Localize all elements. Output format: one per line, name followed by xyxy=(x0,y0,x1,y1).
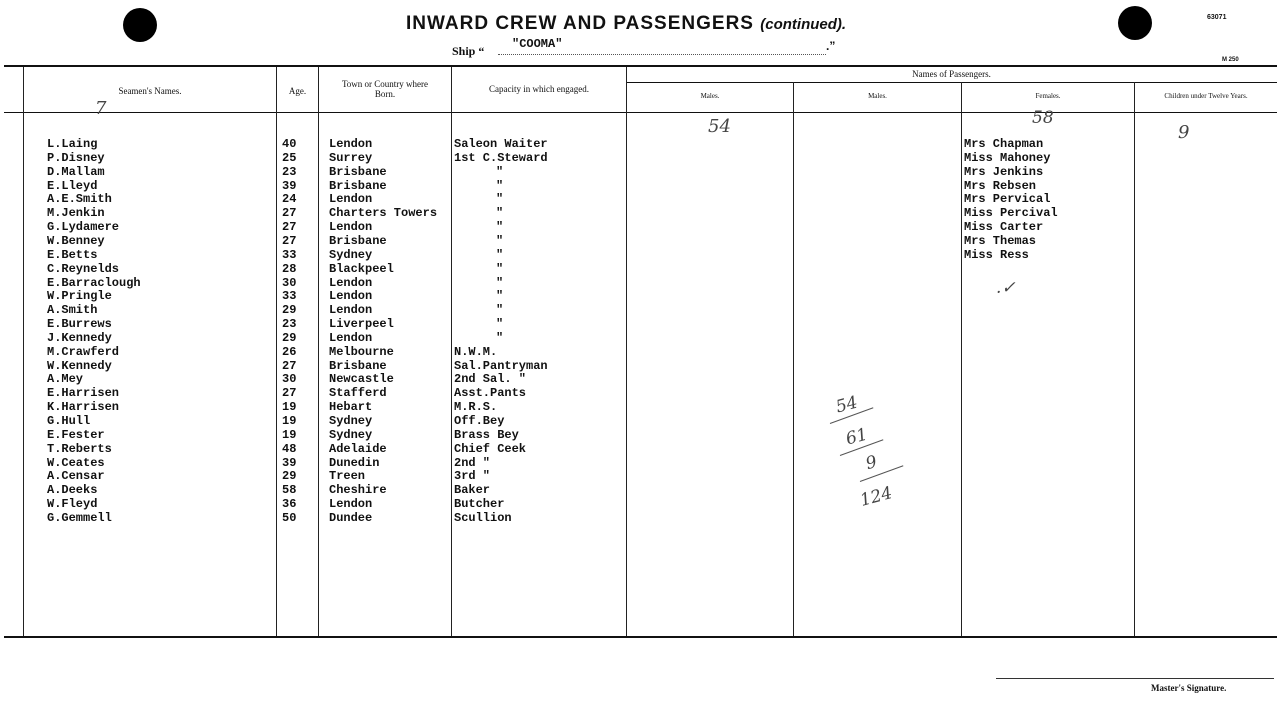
crew-town: Lendon xyxy=(329,330,373,345)
page-title xyxy=(406,13,846,35)
table-row xyxy=(0,511,1283,525)
ship-label: Ship “ xyxy=(452,44,485,58)
crew-capacity: " xyxy=(496,164,504,179)
crew-age: 23 xyxy=(282,317,297,332)
female-passenger: Miss Percival xyxy=(964,206,1058,221)
crew-age: 29 xyxy=(282,303,297,318)
crew-town: Lendon xyxy=(329,220,373,235)
crew-capacity: " xyxy=(496,233,504,248)
table-row xyxy=(0,179,1283,193)
crew-name: G.Gemmell xyxy=(47,510,112,525)
crew-capacity: " xyxy=(496,247,504,262)
table-row xyxy=(0,234,1283,248)
crew-name: M.Jenkin xyxy=(47,206,105,221)
crew-capacity: 3rd " xyxy=(454,469,491,484)
crew-name: T.Reberts xyxy=(47,441,112,456)
crew-age: 28 xyxy=(282,261,297,276)
crew-town: Newcastle xyxy=(329,372,394,387)
form-code: M 250 xyxy=(1222,57,1239,63)
crew-age: 26 xyxy=(282,344,297,359)
crew-age: 25 xyxy=(282,150,297,165)
crew-name: W.Benney xyxy=(47,233,105,248)
table-row xyxy=(0,386,1283,400)
crew-capacity: Saleon Waiter xyxy=(454,137,548,151)
handwritten-children-count: 9 xyxy=(1178,122,1190,143)
crew-capacity: " xyxy=(496,317,504,332)
crew-town: Lendon xyxy=(329,497,373,512)
table-row xyxy=(0,359,1283,373)
header-bottom-rule xyxy=(4,112,1277,113)
crew-name: E.Barraclough xyxy=(47,275,141,290)
crew-name: E.Betts xyxy=(47,247,98,262)
crew-age: 30 xyxy=(282,372,297,387)
crew-name: A.E.Smith xyxy=(47,192,112,207)
ship-field xyxy=(452,37,852,61)
crew-capacity: Scullion xyxy=(454,510,512,525)
crew-age: 19 xyxy=(282,400,297,415)
female-passenger: Mrs Jenkins xyxy=(964,164,1044,179)
crew-town: Brisbane xyxy=(329,178,387,193)
crew-name: A.Deeks xyxy=(47,483,98,498)
crew-capacity: N.W.M. xyxy=(454,344,498,359)
crew-capacity: 2nd Sal. " xyxy=(454,372,527,387)
crew-town: Brisbane xyxy=(329,164,387,179)
crew-age: 27 xyxy=(282,358,297,373)
female-passenger: Mrs Themas xyxy=(964,233,1037,248)
handwritten-tick: .✓ xyxy=(996,278,1016,298)
crew-town: Charters Towers xyxy=(329,206,438,221)
crew-town: Adelaide xyxy=(329,441,387,456)
table-row xyxy=(0,497,1283,511)
crew-capacity: M.R.S. xyxy=(454,400,498,415)
crew-name: P.Disney xyxy=(47,150,105,165)
table-row xyxy=(0,220,1283,234)
crew-capacity: Baker xyxy=(454,483,491,498)
tally-number: 61 xyxy=(843,424,870,450)
crew-name: W.Kennedy xyxy=(47,358,112,373)
crew-age: 24 xyxy=(282,192,297,207)
crew-capacity: " xyxy=(496,275,504,290)
crew-name: G.Lydamere xyxy=(47,220,120,235)
crew-capacity: Asst.Pants xyxy=(454,386,527,401)
crew-name: W.Ceates xyxy=(47,455,105,470)
table-row xyxy=(0,262,1283,276)
crew-name: A.Smith xyxy=(47,303,98,318)
table-row xyxy=(0,456,1283,470)
crew-age: 27 xyxy=(282,233,297,248)
ship-close-quote: .” xyxy=(826,39,836,53)
table-row xyxy=(0,372,1283,386)
crew-town: Sydney xyxy=(329,427,373,442)
table-row xyxy=(0,317,1283,331)
crew-town: Sydney xyxy=(329,247,373,262)
table-row xyxy=(0,248,1283,262)
handwritten-females-count: 58 xyxy=(1032,108,1054,128)
crew-capacity: " xyxy=(496,303,504,318)
crew-town: Liverpeel xyxy=(329,317,394,332)
crew-name: E.Lleyd xyxy=(47,178,98,193)
punch-hole-left xyxy=(123,8,157,42)
crew-town: Melbourne xyxy=(329,344,394,359)
crew-name: A.Mey xyxy=(47,372,84,387)
crew-age: 39 xyxy=(282,455,297,470)
crew-town: Brisbane xyxy=(329,358,387,373)
header-town: Town or Country where Born. xyxy=(341,79,429,99)
crew-name: D.Mallam xyxy=(47,164,105,179)
crew-age: 27 xyxy=(282,386,297,401)
crew-name: C.Reynelds xyxy=(47,261,120,276)
crew-capacity: " xyxy=(496,289,504,304)
table-row xyxy=(0,151,1283,165)
table-row xyxy=(0,345,1283,359)
crew-name: G.Hull xyxy=(47,414,91,428)
table-row xyxy=(0,303,1283,317)
title-main: INWARD CREW AND PASSENGERS xyxy=(406,13,754,34)
crew-age: 30 xyxy=(282,275,297,290)
table-row xyxy=(0,192,1283,206)
header-capacity: Capacity in which engaged. xyxy=(489,84,589,94)
crew-capacity: Butcher xyxy=(454,497,505,512)
female-passenger: Mrs Chapman xyxy=(964,137,1044,151)
crew-age: 36 xyxy=(282,497,297,512)
crew-town: Sydney xyxy=(329,414,373,428)
crew-town: Dunedin xyxy=(329,455,380,470)
crew-name: W.Pringle xyxy=(47,289,112,304)
crew-age: 29 xyxy=(282,469,297,484)
crew-town: Blackpeel xyxy=(329,261,394,276)
crew-capacity: Sal.Pantryman xyxy=(454,358,548,373)
crew-capacity: " xyxy=(496,192,504,207)
crew-town: Surrey xyxy=(329,150,373,165)
tally-number: 124 xyxy=(857,483,895,511)
crew-age: 33 xyxy=(282,289,297,304)
header-females: Females. xyxy=(1035,92,1061,100)
header-males-2: Males. xyxy=(868,92,887,100)
crew-name: K.Harrisen xyxy=(47,400,120,415)
crew-name: E.Fester xyxy=(47,427,105,442)
crew-age: 33 xyxy=(282,247,297,262)
crew-name: J.Kennedy xyxy=(47,330,112,345)
table-row xyxy=(0,206,1283,220)
crew-age: 50 xyxy=(282,510,297,525)
crew-age: 48 xyxy=(282,441,297,456)
crew-town: Lendon xyxy=(329,275,373,290)
header-seamens-names: Seamen's Names. xyxy=(118,86,182,96)
crew-capacity: " xyxy=(496,178,504,193)
crew-age: 19 xyxy=(282,427,297,442)
female-passenger: Mrs Pervical xyxy=(964,192,1051,207)
ship-dotted-line xyxy=(498,54,826,55)
table-row xyxy=(0,483,1283,497)
form-number: 63071 xyxy=(1207,14,1227,21)
female-passenger: Mrs Rebsen xyxy=(964,178,1037,193)
crew-town: Lendon xyxy=(329,137,373,151)
crew-name: E.Harrisen xyxy=(47,386,120,401)
crew-name: L.Laing xyxy=(47,137,98,151)
punch-hole-right xyxy=(1118,6,1152,40)
crew-name: W.Fleyd xyxy=(47,497,98,512)
crew-town: Lendon xyxy=(329,289,373,304)
crew-age: 27 xyxy=(282,206,297,221)
table-row xyxy=(0,276,1283,290)
crew-capacity: " xyxy=(496,206,504,221)
table-bottom-rule xyxy=(4,636,1277,638)
header-males-1: Males. xyxy=(700,92,720,100)
crew-age: 29 xyxy=(282,330,297,345)
crew-age: 39 xyxy=(282,178,297,193)
table-row xyxy=(0,469,1283,483)
female-passenger: Miss Mahoney xyxy=(964,150,1051,165)
crew-town: Cheshire xyxy=(329,483,387,498)
signature-label: Master's Signature. xyxy=(1151,683,1227,693)
female-passenger: Miss Ress xyxy=(964,247,1029,262)
table-row xyxy=(0,414,1283,428)
title-suffix: (continued). xyxy=(760,16,847,33)
crew-capacity: Chief Ceek xyxy=(454,441,527,456)
crew-age: 40 xyxy=(282,137,297,151)
crew-name: M.Crawferd xyxy=(47,344,120,359)
crew-capacity: " xyxy=(496,261,504,276)
crew-town: Lendon xyxy=(329,303,373,318)
handwritten-males-count: 54 xyxy=(708,116,731,137)
female-passenger: Miss Carter xyxy=(964,220,1044,235)
table-row xyxy=(0,331,1283,345)
crew-name: A.Censar xyxy=(47,469,105,484)
table-row xyxy=(0,442,1283,456)
crew-capacity: Brass Bey xyxy=(454,427,519,442)
handwritten-crew-mark: 7 xyxy=(95,98,107,119)
crew-age: 19 xyxy=(282,414,297,428)
signature-line xyxy=(996,678,1274,679)
crew-name: E.Burrews xyxy=(47,317,112,332)
table-row xyxy=(0,137,1283,151)
tally-number: 9 xyxy=(863,451,880,475)
crew-town: Lendon xyxy=(329,192,373,207)
crew-capacity: " xyxy=(496,220,504,235)
header-passengers: Names of Passengers. xyxy=(912,69,991,79)
crew-town: Hebart xyxy=(329,400,373,415)
passenger-header-rule xyxy=(626,82,1277,83)
table-top-rule xyxy=(4,65,1277,67)
crew-age: 58 xyxy=(282,483,297,498)
table-row xyxy=(0,428,1283,442)
crew-age: 27 xyxy=(282,220,297,235)
crew-capacity: 2nd " xyxy=(454,455,491,470)
table-row xyxy=(0,165,1283,179)
crew-capacity: 1st C.Steward xyxy=(454,150,548,165)
crew-town: Stafferd xyxy=(329,386,387,401)
crew-town: Treen xyxy=(329,469,366,484)
table-row xyxy=(0,400,1283,414)
crew-town: Brisbane xyxy=(329,233,387,248)
crew-age: 23 xyxy=(282,164,297,179)
header-children: Children under Twelve Years. xyxy=(1164,92,1248,100)
tally-number: 54 xyxy=(833,392,860,418)
crew-capacity: " xyxy=(496,330,504,345)
crew-capacity: Off.Bey xyxy=(454,414,505,428)
table-row xyxy=(0,289,1283,303)
ship-name: "COOMA" xyxy=(512,37,563,51)
crew-town: Dundee xyxy=(329,510,373,525)
header-age: Age. xyxy=(288,86,307,96)
